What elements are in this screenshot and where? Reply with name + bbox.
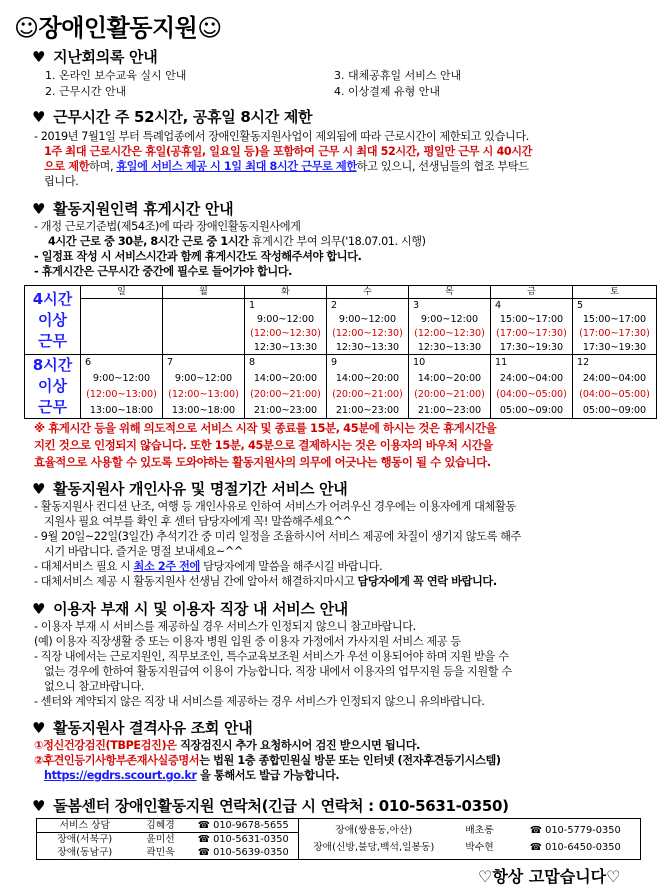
schedule-row [25,371,657,387]
date-cell: 1 [245,299,327,313]
time-cell: 21:00~23:00 [327,403,409,419]
text-line: - 대체서비스 제공 시 활동지원사 선생님 간에 알아서 해결하지마시고 담당자에게 꼭 연락 바랍니다. [34,575,497,588]
text-line: 4시간 근로 중 30분, 8시간 근로 중 1시간 휴게시간 부여 의무('18.07.01. 시행) [48,235,426,248]
time-cell: 15:00~17:00 [491,313,573,327]
text-line: ①정신건강검진(TBPE검진)은 직장검진시 추가 요청하시어 검진 받으시면 됩니다. [34,739,420,752]
heart-icon: ♥ [32,200,46,218]
list-item: 1. 온라인 보수교육 실시 안내 [45,69,187,82]
text-line: - 활동지원사 컨디션 난조, 여행 등 개인사유로 인하여 서비스가 어려우신 경우에는 이용자에게 대체활동 [34,500,516,513]
list-item: 2. 근무시간 안내 [45,85,127,98]
break-time-cell: (12:00~12:30) [327,327,409,341]
time-cell [81,313,163,327]
break-time-cell: (12:00~13:00) [81,387,163,403]
heart-icon: ♥ [32,48,46,66]
contact-name: 윤미선 [146,834,175,845]
section-heading-contacts: ♥ 돌봄센터 장애인활동지원 연락처(긴급 시 연락처 : 010-5631-0350) [32,797,509,815]
schedule-row [25,313,657,327]
break-time-cell: (12:00~12:30) [409,327,491,341]
time-cell: 9:00~12:00 [163,371,245,387]
page-title: ☺장애인활동지원☺ [14,14,222,42]
break-time-cell [81,327,163,341]
row-label-8h [25,355,81,419]
break-time-cell: (17:00~17:30) [573,327,657,341]
contact-area: 서비스 상담 [37,819,133,833]
row-label-line: 근무 [38,398,67,416]
text-line: - 일정표 작성 시 서비스시간과 함께 휴게시간도 작성해주셔야 합니다. [34,250,362,263]
break-time-schedule-table [24,285,657,419]
time-cell: 14:00~20:00 [327,371,409,387]
contact-area: 장애(서북구) [37,833,133,847]
break-time-cell: (17:00~17:30) [491,327,573,341]
heart-icon: ♥ [32,719,46,737]
break-time-cell: (04:00~05:00) [491,387,573,403]
time-cell: 15:00~17:00 [573,313,657,327]
heart-icon: ♥ [32,600,46,618]
schedule-header-row [25,286,657,299]
date-cell: 3 [409,299,491,313]
date-cell: 11 [491,355,573,371]
contact-phone-group: ☎ 010-5779-0350 ☎ 010-6450-0350 [511,819,641,860]
row-label-line: 이상 [38,310,67,329]
time-cell: 05:00~09:00 [573,403,657,419]
break-time-cell: (20:00~21:00) [327,387,409,403]
contact-row [37,819,641,833]
section-heading-personal-leave: ♥ 활동지원사 개인사유 및 명절기간 서비스 안내 [32,480,348,498]
schedule-row [25,341,657,355]
day-header: 월 [163,286,245,299]
section-heading-previous-minutes: ♥ 지난회의록 안내 [32,48,158,66]
date-cell [163,299,245,313]
list-item: 3. 대체공휴일 서비스 안내 [334,69,462,82]
time-cell: 13:00~18:00 [81,403,163,419]
day-header: 금 [491,286,573,299]
section-heading-absence: ♥ 이용자 부재 시 및 이용자 직장 내 서비스 안내 [32,600,348,618]
date-cell: 4 [491,299,573,313]
time-cell: 05:00~09:00 [491,403,573,419]
time-cell: 14:00~20:00 [409,371,491,387]
day-header: 목 [409,286,491,299]
section-heading-disqualification: ♥ 활동지원사 결격사유 조회 안내 [32,719,253,737]
row-label-line: 근무 [38,331,67,350]
warning-note: ※ 휴게시간 등을 위해 의도적으로 서비스 시작 및 종료를 15분, 45분에 하시는 것은 휴게시간을 지킨 것으로 인정되지 않습니다. 또한 15분, 45분으로 결제하시는 것은 이용자의 바우처 시간을 효율적으로 사용할 수 있도록 도와야하는 활동지원사의 의무에 어긋나는 행동이 될 수 있습니다. [34,421,497,469]
text-line: 으로 제한하며, 휴일에 서비스 제공 시 1일 최대 8시간 근무로 제한하고 있으니, 선생님들의 협조 부탁드 [44,160,529,173]
contact-area-group: 장애(쌍용동,아산) 장애(신방,불당,백석,일봉동) [299,819,449,860]
text-line-emphasis: 1주 최대 근로시간은 휴일(공휴일, 일요일 등)을 포함하여 근무 시 최대 52시간, 평일만 근무 시 40시간 [44,145,533,158]
text-line: 없으니 참고바랍니다. [44,680,144,693]
section-heading-work-hours: ♥ 근무시간 주 52시간, 공휴일 8시간 제한 [32,108,313,126]
thanks-message: ♡항상 고맙습니다♡ [478,867,621,886]
contact-area: 장애(동남구) [37,846,133,860]
time-cell: 17:30~19:30 [491,341,573,355]
break-time-cell [163,327,245,341]
day-header: 화 [245,286,327,299]
break-time-cell: (20:00~21:00) [409,387,491,403]
contact-table [36,818,641,860]
time-cell: 9:00~12:00 [327,313,409,327]
contact-name: 김혜경 [133,819,189,833]
time-cell: 21:00~23:00 [245,403,327,419]
date-cell: 5 [573,299,657,313]
date-cell: 7 [163,355,245,371]
row-label-4h [25,286,81,355]
text-line: 지원사 필요 여부를 확인 후 센터 담당자에게 꼭! 말씀해주세요^^ [44,515,352,528]
time-cell: 14:00~20:00 [245,371,327,387]
time-cell: 24:00~04:00 [491,371,573,387]
heart-icon: ♥ [32,797,46,815]
date-cell: 10 [409,355,491,371]
day-header: 토 [573,286,657,299]
schedule-row [25,355,657,371]
contact-name-group: 배초롱 박수현 [449,819,511,860]
time-cell [163,313,245,327]
break-time-cell: (12:00~13:00) [163,387,245,403]
schedule-row [25,387,657,403]
date-cell: 12 [573,355,657,371]
text-line: - 센터와 계약되지 않은 직장 내 서비스를 제공하는 경우 서비스가 인정되지 않으니 유의바랍니다. [34,695,485,708]
heart-icon: ♥ [32,108,46,126]
row-label-line: 8시간 [32,356,73,374]
contact-phone: ☎ 010-9678-5655 [189,819,299,833]
break-time-cell: (20:00~21:00) [245,387,327,403]
time-cell [163,341,245,355]
section-heading-break-time: ♥ 활동지원인력 휴게시간 안내 [32,200,234,218]
time-cell: 9:00~12:00 [81,371,163,387]
list-item: 4. 이상결제 유형 안내 [334,85,440,98]
text-line: - 대체서비스 필요 시 최소 2주 전에 담당자에게 말씀을 해주시길 바랍니다. [34,560,383,573]
time-cell: 12:30~13:30 [409,341,491,355]
break-time-cell: (04:00~05:00) [573,387,657,403]
text-line: - 직장 내에서는 근로지원인, 직무보조인, 특수교육보조원 서비스가 우선 이용되어야 하며 지원 받을 수 [34,650,509,663]
time-cell: 9:00~12:00 [245,313,327,327]
date-cell: 9 [327,355,409,371]
contact-phone: ☎ 010-5639-0350 [189,846,299,860]
time-cell: 13:00~18:00 [163,403,245,419]
time-cell: 21:00~23:00 [409,403,491,419]
date-cell: 2 [327,299,409,313]
contact-name: 곽민욱 [133,846,189,860]
time-cell: 24:00~04:00 [573,371,657,387]
break-time-cell: (12:00~12:30) [245,327,327,341]
day-header: 일 [81,286,163,299]
time-cell [81,341,163,355]
text-line: https://egdrs.scourt.go.kr 을 통해서도 발급 가능합니다. [44,769,340,782]
time-cell: 12:30~13:30 [245,341,327,355]
time-cell: 17:30~19:30 [573,341,657,355]
text-line: - 이용자 부재 시 서비스를 제공하실 경우 서비스가 인정되지 않으니 참고바랍니다. [34,620,416,633]
heart-icon: ♥ [32,480,46,498]
schedule-row [25,299,657,313]
text-line: - 휴게시간은 근무시간 중간에 필수로 들어가야 합니다. [34,265,293,278]
day-header: 수 [327,286,409,299]
row-label-line: 이상 [38,377,67,395]
contact-phone: ☎ 010-5631-0350 [189,833,299,847]
date-cell: 8 [245,355,327,371]
text-line: - 9월 20일~22일(3일간) 추석기간 중 미리 일정을 조율하시어 서비스 제공에 차질이 생기지 않도록 해주 [34,530,521,543]
egdrs-link[interactable]: https://egdrs.scourt.go.kr [44,769,197,782]
time-cell: 9:00~12:00 [409,313,491,327]
time-cell: 12:30~13:30 [327,341,409,355]
row-label-line: 4시간 [32,289,73,308]
schedule-row [25,327,657,341]
date-cell: 6 [81,355,163,371]
text-line: (예) 이용자 직장생활 중 또는 이용자 병원 입원 중 이용자 가정에서 가사지원 서비스 제공 등 [34,635,461,648]
schedule-row [25,403,657,419]
text-line: 없는 경우에 한하여 활동지원급여 이용이 가능합니다. 직장 내에서 이용자의 업무지원 등을 지원할 수 [44,665,512,678]
text-line: ②후견인등기사항부존재사실증명서는 법원 1층 종합민원실 방문 또는 인터넷 (전자후견등기시스템) [34,754,501,767]
text-line: 시기 바랍니다. 즐거운 명절 보내세요~^^ [44,545,243,558]
date-cell [81,299,163,313]
text-line: - 개정 근로기준법(제54조)에 따라 장애인활동지원사에게 [34,220,301,233]
text-line: 립니다. [44,175,79,188]
text-line: - 2019년 7월1일 부터 특례업종에서 장애인활동지원사업이 제외됨에 따라 근로시간이 제한되고 있습니다. [34,130,529,143]
